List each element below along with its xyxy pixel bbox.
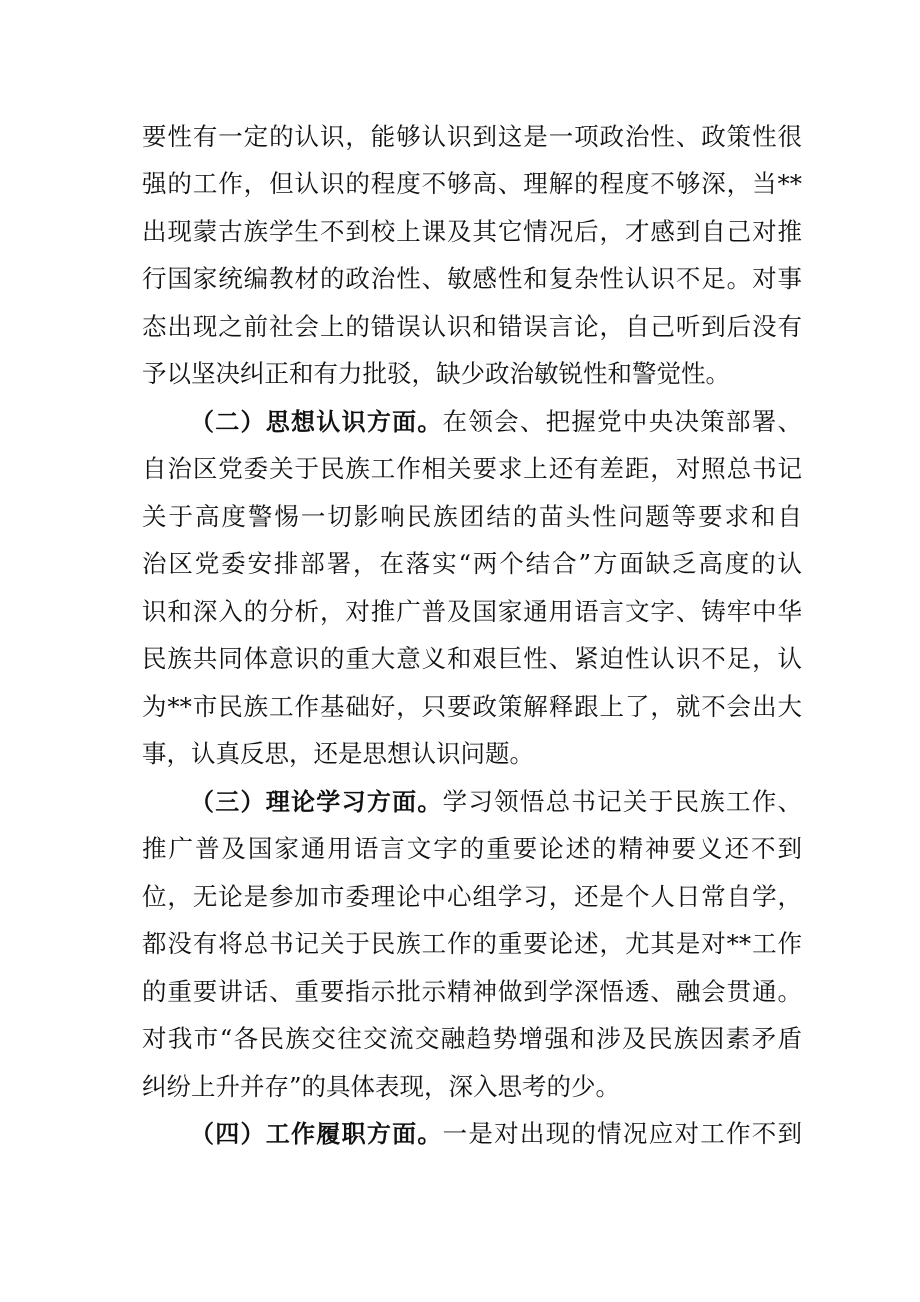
text-line: 要性有一定的认识，能够认识到这是一项政治性、政策性很	[142, 122, 802, 151]
text-line: 行国家统编教材的政治性、敏感性和复杂性认识不足。对事	[142, 264, 802, 293]
text-line: 识和深入的分析，对推广普及国家通用语言文字、铸牢中华	[142, 597, 802, 626]
text-line: 出现蒙古族学生不到校上课及其它情况后，才感到自己对推	[142, 217, 802, 246]
text-line: 强的工作，但认识的程度不够高、理解的程度不够深，当**	[142, 169, 802, 198]
section-heading: （四）工作履职方面。	[190, 1120, 443, 1148]
text-line: 的重要讲话、重要指示批示精神做到学深悟透、融会贯通。	[142, 977, 802, 1006]
text-line: 都没有将总书记关于民族工作的重要论述，尤其是对**工作	[142, 929, 802, 958]
text-line: 自治区党委关于民族工作相关要求上还有差距，对照总书记	[142, 454, 802, 483]
paragraph-first-line	[190, 782, 802, 822]
text-line: 推广普及国家通用语言文字的重要论述的精神要义还不到	[142, 834, 802, 863]
text-line: 纠纷上升并存”的具体表现，深入思考的少。	[142, 1072, 621, 1101]
text-line: 为**市民族工作基础好，只要政策解释跟上了，就不会出大	[142, 692, 802, 721]
paragraph-first-line	[190, 402, 802, 442]
section-heading: （三）理论学习方面。	[190, 788, 443, 816]
text-line: 对我市“各民族交往交流交融趋势增强和涉及民族因素矛盾	[142, 1024, 802, 1053]
text-line: 治区党委安排部署，在落实“两个结合”方面缺乏高度的认	[142, 549, 802, 578]
paragraph-first-line	[190, 1114, 802, 1154]
text-line: 民族共同体意识的重大意义和艰巨性、紧迫性认识不足，认	[142, 644, 802, 673]
section-heading: （二）思想认识方面。	[190, 408, 443, 436]
text-run: 一是对出现的情况应对工作不到	[442, 1119, 802, 1148]
text-line: 态出现之前社会上的错误认识和错误言论，自己听到后没有	[142, 312, 802, 341]
text-line: 予以坚决纠正和有力批驳，缺少政治敏锐性和警觉性。	[142, 359, 730, 388]
text-line: 关于高度警惕一切影响民族团结的苗头性问题等要求和自	[142, 502, 802, 531]
text-run: 学习领悟总书记关于民族工作、	[442, 787, 802, 816]
text-run: 在领会、把握党中央决策部署、	[442, 407, 802, 436]
text-line: 位，无论是参加市委理论中心组学习，还是个人日常自学，	[142, 882, 802, 911]
text-line: 事，认真反思，还是思想认识问题。	[142, 739, 534, 768]
